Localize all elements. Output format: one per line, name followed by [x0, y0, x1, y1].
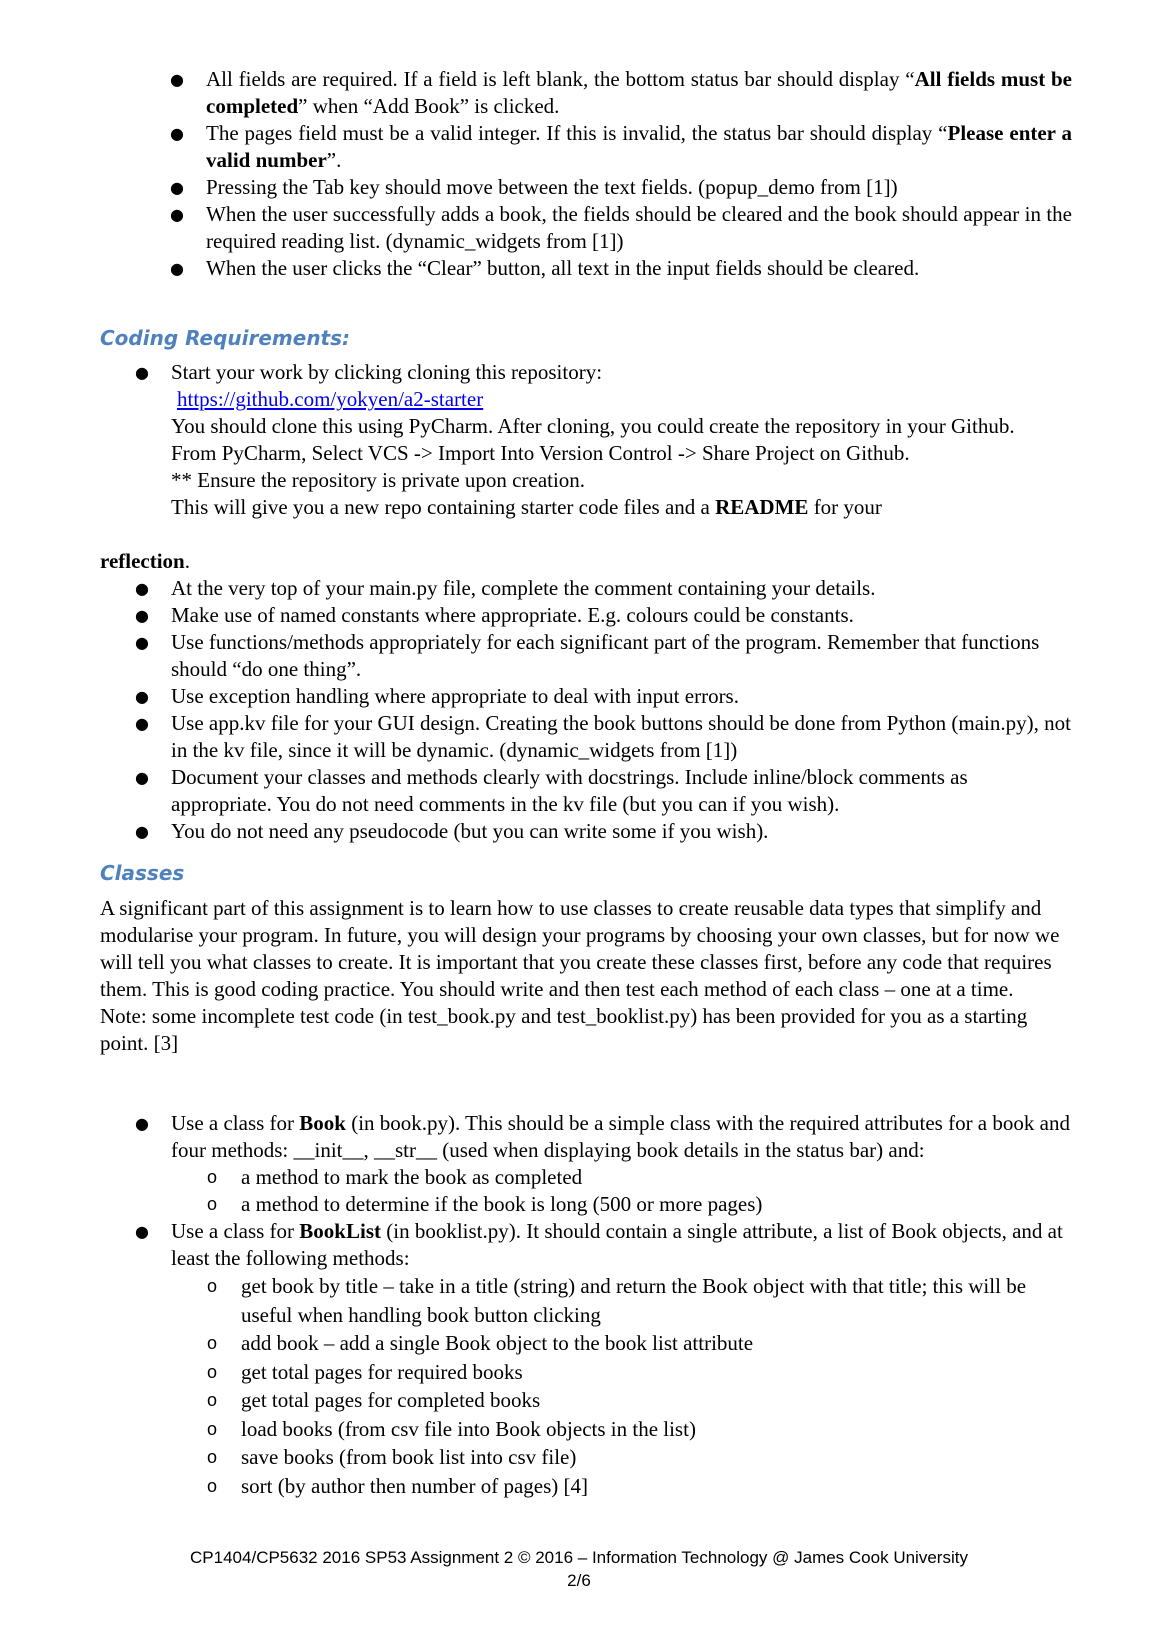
list-item: ● Use a class for Book (in book.py). This should be a simple class with the required attributes for a book and four methods: __init__, __str__ (used when displaying book details in the status bar) and: o a method to mark the book as completed o a method to determine if the book is long (500 or more pages): [135, 1111, 1070, 1216]
circle-bullet-icon: o: [207, 1167, 218, 1187]
bullet-icon: ●: [135, 768, 149, 787]
classes-list: [135, 1110, 1071, 1500]
circle-bullet-icon: o: [207, 1194, 218, 1214]
bullet-icon: ●: [135, 1114, 149, 1133]
circle-bullet-icon: o: [207, 1475, 218, 1496]
bullet-icon: ●: [170, 259, 184, 278]
list-item: ● Make use of named constants where appropriate. E.g. colours could be constants.: [135, 603, 854, 627]
list-item: o load books (from csv file into Book objects in the list): [241, 1415, 1071, 1444]
bullet-icon: ●: [135, 363, 149, 382]
bullet-icon: ●: [135, 606, 149, 625]
bullet-icon: ●: [170, 70, 184, 89]
list-item: o get book by title – take in a title (string) and return the Book object with that title; this will be useful when handling book button clicking: [207, 1274, 1027, 1327]
coding-start-block: ● Start your work by clicking cloning this repository: https://github.com/yokyen/a2-starter You should clone this using PyCharm. After cloning, you could create the repository in your Github. From PyCharm, Select VCS -> Import Into Version Control -> Share Project on Github. ** Ensure the repository is private upon creation. This will give you a new repo containing starter code files and a README for your: [135, 360, 1015, 519]
footer: CP1404/CP5632 2016 SP53 Assignment 2 © 2016 – Information Technology @ James Cook University 2/6: [0, 1546, 1158, 1592]
ui-requirements-list: [170, 66, 1073, 282]
bullet-icon: ●: [135, 579, 149, 598]
list-item: ● You do not need any pseudocode (but you can write some if you wish).: [135, 819, 769, 843]
list-item: o get total pages for required books: [241, 1358, 1071, 1387]
list-item: ● Pressing the Tab key should move between the text fields. (popup_demo from [1]): [170, 175, 898, 199]
coding-requirements-list: [135, 575, 1071, 845]
list-item: o save books (from book list into csv file): [241, 1443, 1071, 1472]
bullet-icon: ●: [135, 1222, 149, 1241]
list-item: ● Use app.kv file for your GUI design. Creating the book buttons should be done from Python (main.py), not in the kv file, since it will be dynamic. (dynamic_widgets from [1]): [135, 711, 1071, 762]
bullet-icon: ●: [135, 822, 149, 841]
page-number: 2/6: [567, 1571, 591, 1590]
list-item: o get total pages for completed books: [241, 1386, 1071, 1415]
bullet-icon: ●: [135, 714, 149, 733]
list-item: ● At the very top of your main.py file, complete the comment containing your details.: [135, 576, 876, 600]
bullet-icon: ●: [170, 124, 184, 143]
list-item: o sort (by author then number of pages) [4]: [241, 1472, 1071, 1501]
bullet-icon: ●: [170, 205, 184, 224]
circle-bullet-icon: o: [207, 1361, 218, 1382]
list-item: o add book – add a single Book object to the book list attribute: [241, 1329, 1071, 1358]
book-methods-list: [171, 1164, 1071, 1218]
circle-bullet-icon: o: [207, 1418, 218, 1439]
bullet-icon: ●: [135, 633, 149, 652]
bullet-icon: ●: [170, 178, 184, 197]
circle-bullet-icon: o: [207, 1390, 218, 1410]
list-item: ● All fields are required. If a field is left blank, the bottom status bar should display “All fields must be completed” when “Add Book” is clicked.: [170, 67, 1072, 118]
reflection-line: reflection.: [100, 549, 190, 573]
booklist-methods-list: [171, 1272, 1071, 1500]
coding-requirements-heading: Coding Requirements:: [100, 326, 351, 350]
list-item: o a method to mark the book as completed: [207, 1165, 583, 1189]
list-item: ● Document your classes and methods clearly with docstrings. Include inline/block comments as appropriate. You do not need comments in the kv file (but you can if you wish).: [135, 765, 968, 816]
circle-bullet-icon: o: [207, 1447, 218, 1467]
classes-intro: A significant part of this assignment is to learn how to use classes to create reusable data types that simplify and modularise your program. In future, you will design your programs by choosing your own classes, but for now we will tell you what classes to create. It is important that you create these classes first, before any code that requires them. This is good coding practice. You should write and then test each method of each class – one at a time. Note: some incomplete test code (in test_book.py and test_booklist.py) has been provided for you as a starting point. [3]: [100, 896, 1060, 1055]
list-item: ● Use exception handling where appropriate to deal with input errors.: [135, 684, 739, 708]
list-item: ● Use functions/methods appropriately for each significant part of the program. Remember that functions should “do one thing”.: [135, 630, 1040, 681]
list-item: o a method to determine if the book is long (500 or more pages): [207, 1192, 763, 1216]
list-item: ● When the user clicks the “Clear” button, all text in the input fields should be cleared.: [170, 256, 920, 280]
classes-heading: Classes: [100, 861, 185, 885]
list-item: ● Use a class for BookList (in booklist.py). It should contain a single attribute, a list of Book objects, and at least the following methods: o get book by title – take in a title (string) and return the Book object with that title; this will be useful when handling book button clicking o add book – add a single Book object to the book list attribute o get total pages for required books o get total pages for completed books o load books (from csv file into Book objects in the list) o save books (from book list into csv file) o sort (by author then number of pages) [4]: [171, 1218, 1071, 1500]
list-item: ● When the user successfully adds a book, the fields should be cleared and the book should appear in the required reading list. (dynamic_widgets from [1]): [170, 202, 1072, 253]
repo-link[interactable]: https://github.com/yokyen/a2-starter: [177, 387, 484, 411]
circle-bullet-icon: o: [207, 1333, 218, 1353]
list-item: ● The pages field must be a valid integer. If this is invalid, the status bar should display “Please enter a valid number”.: [170, 121, 1073, 172]
bullet-icon: ●: [135, 687, 149, 706]
circle-bullet-icon: o: [207, 1276, 218, 1296]
